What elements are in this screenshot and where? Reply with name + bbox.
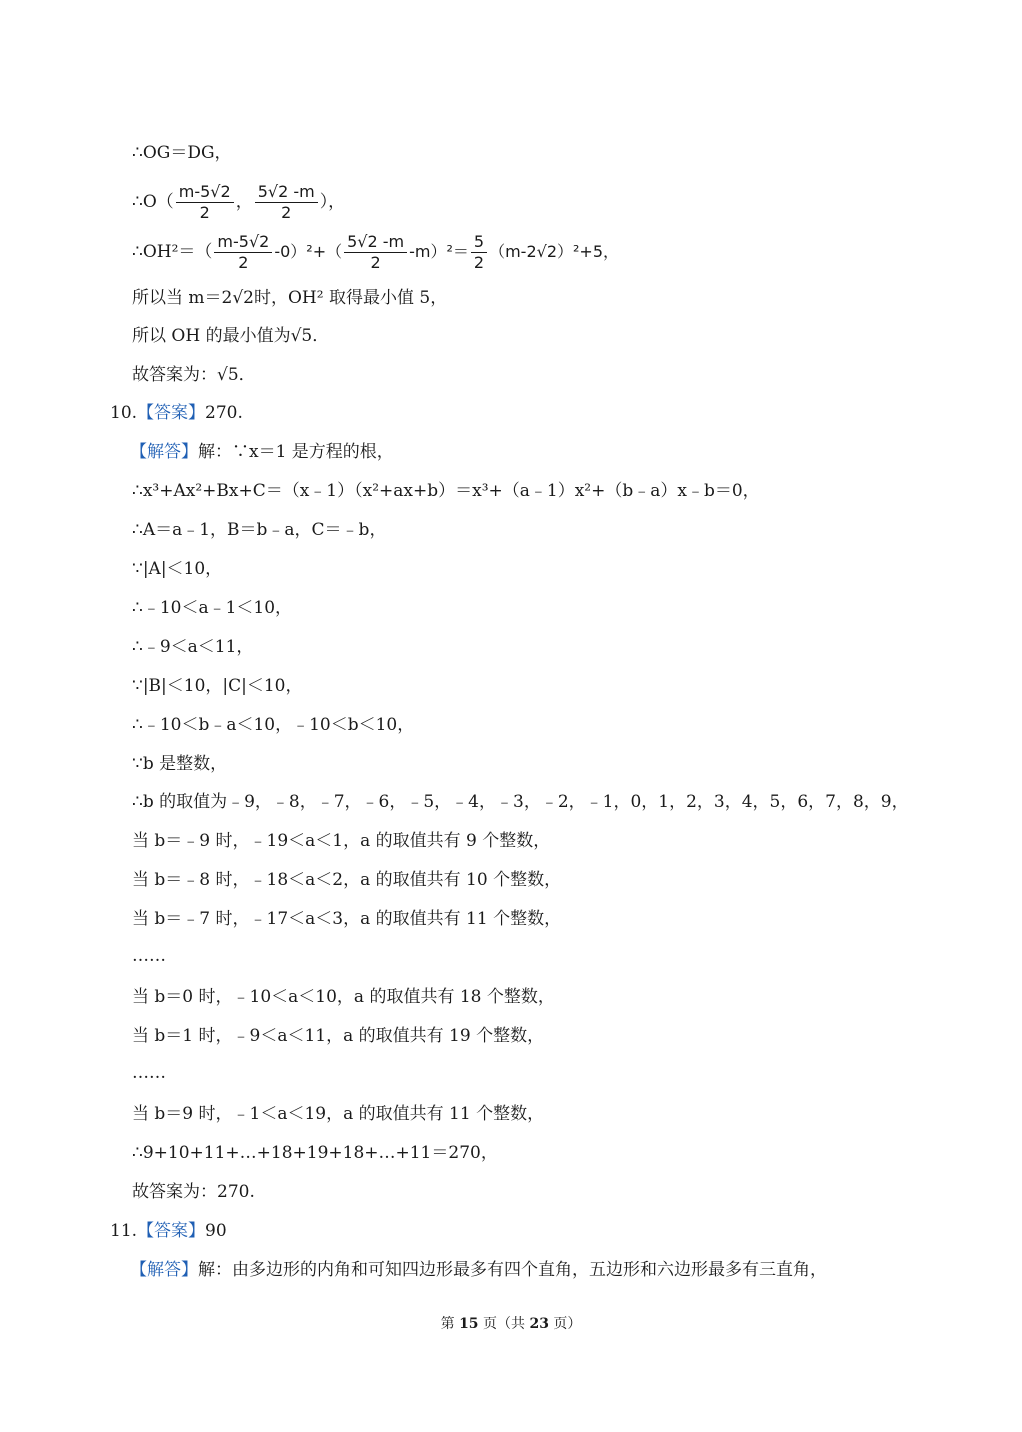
fraction bbox=[255, 182, 318, 223]
text-segment: ∴OH²＝（ bbox=[132, 242, 213, 262]
solution-line: ∴x³+Ax²+Bx+C＝（x﹣1）（x²+ax+b）＝x³+（a﹣1）x²+（b﹣a）x﹣b＝0， bbox=[132, 481, 760, 501]
page-total: 23 bbox=[529, 1316, 549, 1332]
fraction bbox=[344, 232, 407, 273]
text-line: ∴OG＝DG， bbox=[132, 143, 232, 163]
fraction-numerator: 5 bbox=[471, 232, 487, 253]
answer-value: 270. bbox=[205, 403, 243, 423]
text-segment: ， bbox=[235, 192, 253, 212]
text-segment: ）， bbox=[319, 192, 346, 212]
solution-line: ∴﹣10＜b﹣a＜10，﹣10＜b＜10， bbox=[132, 715, 415, 735]
solution-line: 当 b＝﹣9 时，﹣19＜a＜1，a 的取值共有 9 个整数， bbox=[132, 831, 551, 851]
fraction-denominator: 2 bbox=[281, 203, 292, 222]
page-footer bbox=[0, 1313, 1022, 1333]
solution-text: 解：由多边形的内角和可知四边形最多有四个直角，五边形和六边形最多有三直角， bbox=[198, 1260, 827, 1280]
fraction-denominator: 2 bbox=[199, 203, 210, 222]
fraction-numerator: m-5√2 bbox=[176, 182, 234, 203]
fraction bbox=[176, 182, 234, 223]
solution-line: ∴9+10+11+…+18+19+18+…+11＝270， bbox=[132, 1143, 498, 1163]
text-segment: ∴O（ bbox=[132, 192, 174, 212]
solution-line: ∴﹣9＜a＜11， bbox=[132, 637, 254, 657]
solution-tag: 【解答】 bbox=[130, 1260, 198, 1280]
solution-line: ∵|A|＜10， bbox=[132, 559, 223, 579]
answer-value: 90 bbox=[205, 1221, 227, 1241]
ellipsis-line: …… bbox=[132, 1063, 166, 1083]
text-segment: -0）²+（ bbox=[274, 242, 343, 261]
answer-heading bbox=[110, 1219, 227, 1243]
solution-line bbox=[130, 440, 394, 464]
fraction-numerator: 5√2 -m bbox=[255, 182, 318, 203]
fraction-numerator: 5√2 -m bbox=[344, 232, 407, 253]
solution-line bbox=[130, 1258, 827, 1282]
solution-line: ∵b 是整数， bbox=[132, 754, 228, 774]
solution-line: ∴b 的取值为﹣9，﹣8，﹣7，﹣6，﹣5，﹣4，﹣3，﹣2，﹣1，0，1，2，3，4，5，6，7，8，9， bbox=[132, 792, 909, 812]
question-number: 10. bbox=[110, 403, 138, 423]
answer-tag: 【答案】 bbox=[137, 403, 206, 423]
solution-line: 当 b＝0 时，﹣10＜a＜10，a 的取值共有 18 个整数， bbox=[132, 987, 555, 1007]
text-line: 所以当 m＝2√2时，OH² 取得最小值 5， bbox=[132, 288, 448, 308]
fraction bbox=[214, 232, 272, 273]
page-number: 15 bbox=[459, 1316, 479, 1332]
math-line bbox=[132, 178, 345, 226]
solution-line: 当 b＝9 时，﹣1＜a＜19，a 的取值共有 11 个整数， bbox=[132, 1104, 545, 1124]
answer-tag: 【答案】 bbox=[137, 1221, 206, 1241]
footer-text: 页（共 bbox=[478, 1316, 530, 1332]
math-line bbox=[132, 228, 619, 276]
fraction-denominator: 2 bbox=[370, 253, 381, 272]
solution-text: 解：∵x＝1 是方程的根， bbox=[198, 442, 394, 462]
text-line: 所以 OH 的最小值为√5． bbox=[132, 326, 330, 346]
footer-text: 页） bbox=[548, 1316, 582, 1332]
answer-heading bbox=[110, 401, 243, 425]
text-segment: （m-2√2）²+5， bbox=[489, 242, 619, 261]
solution-line: 故答案为：270. bbox=[132, 1182, 255, 1202]
fraction-denominator: 2 bbox=[238, 253, 249, 272]
question-number: 11. bbox=[110, 1221, 138, 1241]
text-line: 故答案为：√5． bbox=[132, 365, 256, 385]
solution-line: ∴﹣10＜a﹣1＜10， bbox=[132, 598, 293, 618]
solution-line: 当 b＝1 时，﹣9＜a＜11，a 的取值共有 19 个整数， bbox=[132, 1026, 545, 1046]
ellipsis-line: …… bbox=[132, 946, 166, 966]
fraction bbox=[471, 232, 487, 273]
fraction-denominator: 2 bbox=[473, 253, 485, 272]
solution-line: 当 b＝﹣8 时，﹣18＜a＜2，a 的取值共有 10 个整数， bbox=[132, 870, 562, 890]
solution-line: 当 b＝﹣7 时，﹣17＜a＜3，a 的取值共有 11 个整数， bbox=[132, 909, 562, 929]
solution-tag: 【解答】 bbox=[130, 442, 198, 462]
footer-text: 第 bbox=[440, 1316, 460, 1332]
fraction-numerator: m-5√2 bbox=[214, 232, 272, 253]
solution-line: ∵|B|＜10，|C|＜10， bbox=[132, 676, 303, 696]
solution-line: ∴A＝a﹣1，B＝b﹣a，C＝﹣b， bbox=[132, 520, 387, 540]
text-segment: -m）²＝ bbox=[409, 242, 469, 261]
